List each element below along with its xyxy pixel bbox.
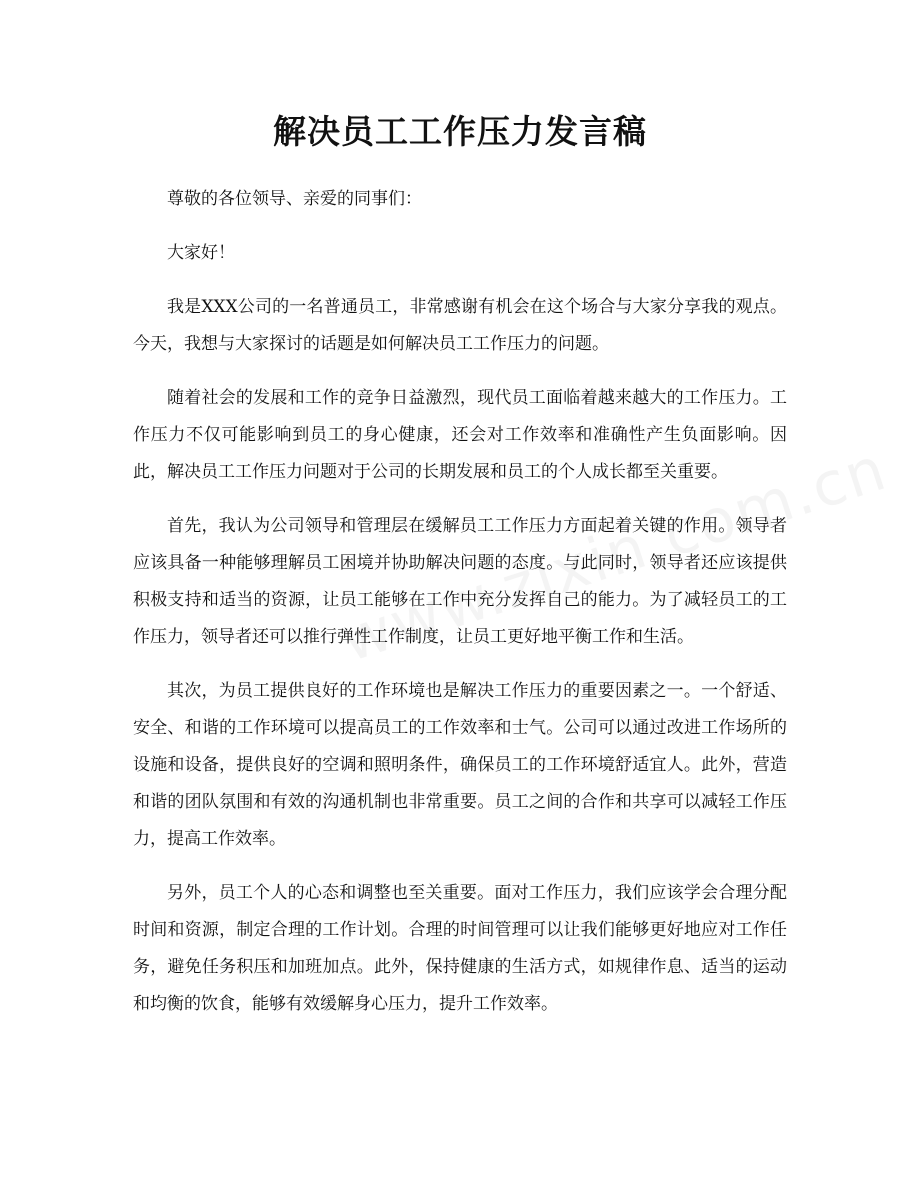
paragraph-salutation: 尊敬的各位领导、亲爱的同事们： bbox=[167, 189, 422, 209]
paragraph-third-point: 另外，员工个人的心态和调整也至关重要。面对工作压力，我们应该学会合理分配时间和资源，制定合理的工作计划。合理的时间管理可以让我们能够更好地应对工作任务，避免任务积压和加班加点。此外，保持健康的生活方式，如规律作息、适当的运动和均衡的饮食，能够有效缓解身心压力，提升工作效率。 bbox=[133, 883, 787, 1014]
paragraph-background: 随着社会的发展和工作的竞争日益激烈，现代员工面临着越来越大的工作压力。工作压力不仅可能影响到员工的身心健康，还会对工作效率和准确性产生负面影响。因此，解决员工工作压力问题对于公司的长期发展和员工的个人成长都至关重要。 bbox=[133, 388, 787, 482]
paragraph-first-point: 首先，我认为公司领导和管理层在缓解员工工作压力方面起着关键的作用。领导者应该具备一种能够理解员工困境并协助解决问题的态度。与此同时，领导者还应该提供积极支持和适当的资源，让员工能够在工作中充分发挥自己的能力。为了减轻员工的工作压力，领导者还可以推行弹性工作制度，让员工更好地平衡工作和生活。 bbox=[133, 516, 787, 647]
paragraph-greeting: 大家好！ bbox=[167, 243, 235, 263]
document-body bbox=[133, 181, 787, 1040]
paragraph-introduction: 我是XXX公司的一名普通员工，非常感谢有机会在这个场合与大家分享我的观点。今天，我想与大家探讨的话题是如何解决员工工作压力的问题。 bbox=[133, 297, 787, 354]
paragraph-second-point: 其次，为员工提供良好的工作环境也是解决工作压力的重要因素之一。一个舒适、安全、和谐的工作环境可以提高员工的工作效率和士气。公司可以通过改进工作场所的设施和设备，提供良好的空调和照明条件，确保员工的工作环境舒适宜人。此外，营造和谐的团队氛围和有效的沟通机制也非常重要。员工之间的合作和共享可以减轻工作压力，提高工作效率。 bbox=[133, 681, 787, 849]
document-title: 解决员工工作压力发言稿 bbox=[273, 112, 647, 151]
